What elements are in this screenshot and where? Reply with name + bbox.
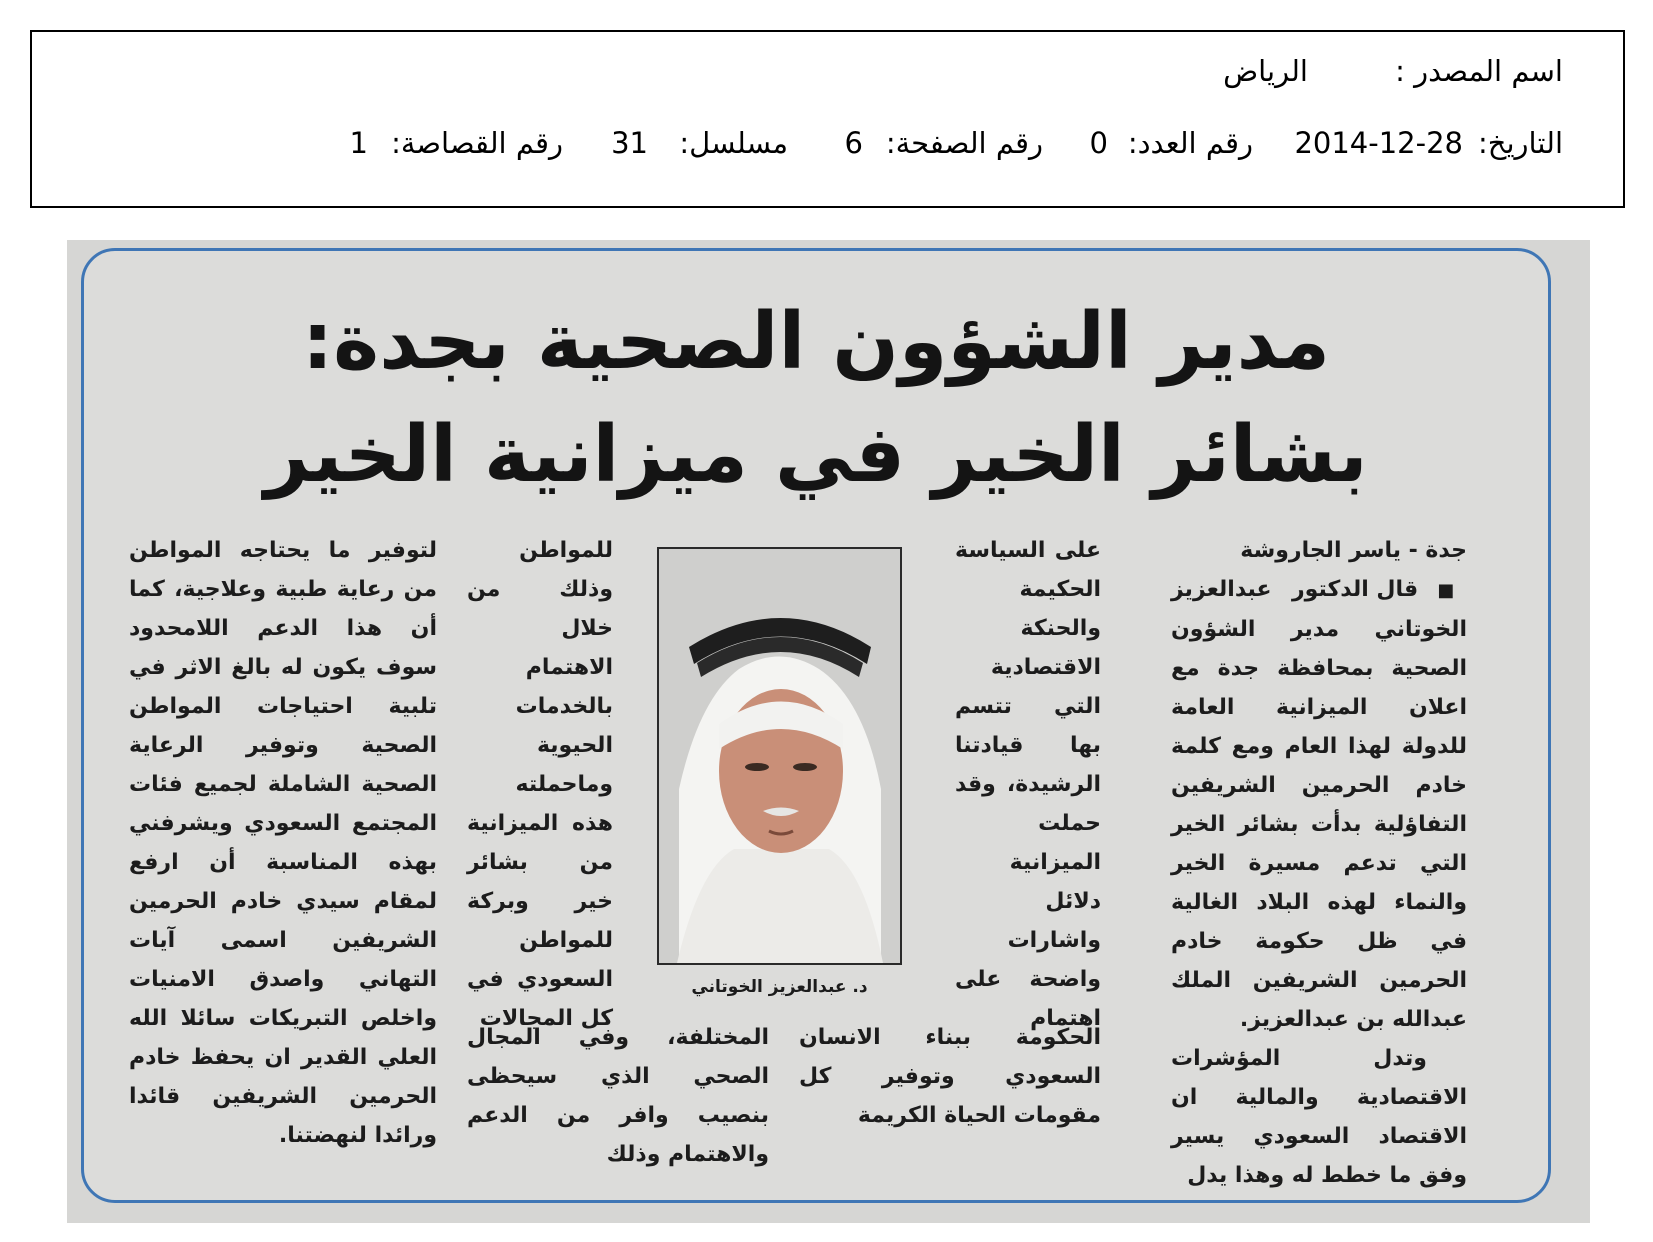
source-value: الرياض — [1223, 54, 1308, 88]
paragraph-bullet-icon: ■ — [1418, 580, 1467, 601]
headline-line-1: مدير الشؤون الصحية بجدة: — [301, 297, 1330, 387]
column-2-lower-paragraph: الحكومة ببناء الانسان السعودي وتوفير كل مقومات الحياة الكريمة — [799, 1025, 1101, 1128]
issue-value: 0 — [1089, 126, 1108, 160]
column-4-paragraph: لتوفير ما يحتاجه المواطن من رعاية طبية وعلاجية، كما أن هذا الدعم اللامحدود سوف يكون له بالغ الاثر في تلبية احتياجات المواطن الصحية وتوفير الرعاية الصحية الشاملة لجميع فئات المجتمع السعودي ويشرفني بهذه المناسبة أن ارفع لمقام سيدي خادم الحرمين الشريفين اسمى آيات التهاني واصدق الامنيات واخلص التبريكات سائلا الله العلي القدير ان يحفظ خادم الحرمين الشريفين قائدا ورائدا لنهضتنا. — [129, 538, 437, 1148]
article-column-3-lower — [467, 1018, 769, 1174]
issue-label: رقم العدد: — [1127, 126, 1253, 160]
article-frame — [81, 248, 1551, 1203]
serial-label: مسلسل: — [679, 126, 788, 160]
article-column-3 — [467, 531, 613, 1031]
details-row — [72, 126, 1563, 166]
column-1-paragraph-2: وتدل المؤشرات الاقتصادية والمالية ان الاقتصاد السعودي يسير وفق ما خطط له وهذا يدل — [1171, 1046, 1467, 1188]
article-column-4 — [129, 531, 437, 1153]
column-3-paragraph: للمواطن وذلك من خلال الاهتمام بالخدمات الحيوية وماحملته هذه الميزانية من بشائر خير وبركة للمواطن السعودي في كل المجالات — [467, 538, 613, 1031]
article-column-2 — [955, 531, 1101, 1031]
article-column-2-lower — [799, 1018, 1101, 1174]
source-label: اسم المصدر : — [1395, 54, 1563, 88]
clip-label: رقم القصاصة: — [391, 126, 563, 160]
headline-line-2: بشائر الخير في ميزانية الخير — [264, 410, 1368, 500]
serial-value: 31 — [611, 126, 648, 160]
page-value: 6 — [844, 126, 863, 160]
source-row — [72, 54, 1563, 94]
article-column-1 — [1171, 531, 1467, 1188]
column-2-paragraph: على السياسة الحكيمة والحنكة الاقتصادية التي تتسم بها قيادتنا الرشيدة، وقد حملت الميزانية دلائل واشارات واضحة على اهتمام — [955, 538, 1101, 1031]
photo-caption: د. عبدالعزيز الخوتاني — [691, 977, 868, 997]
column-3-lower-paragraph: المختلفة، وفي المجال الصحي الذي سيحظى بنصيب وافر من الدعم والاهتمام وذلك — [467, 1025, 769, 1167]
portrait-image — [659, 549, 900, 963]
column-1-paragraph-1: قال الدكتور عبدالعزيز الخوتاني مدير الشؤون الصحية بمحافظة جدة مع اعلان الميزانية العامة للدولة لهذا العام ومع كلمة خادم الحرمين الشريفين التفاؤلية بدأت بشائر الخير التي تدعم مسيرة الخير والنماء لهذه البلاد الغالية في ظل حكومة خادم الحرمين الشريفين الملك عبدالله بن عبدالعزيز. — [1171, 577, 1467, 1032]
portrait-photo — [657, 547, 902, 965]
newspaper-clipping-scan — [67, 240, 1590, 1223]
date-label: التاريخ: — [1477, 126, 1563, 160]
byline: جدة - ياسر الجاروشة — [1240, 538, 1467, 563]
clipping-metadata-box — [30, 30, 1625, 208]
clip-value: 1 — [349, 126, 368, 160]
page-label: رقم الصفحة: — [885, 126, 1043, 160]
date-value: 2014-12-28 — [1294, 126, 1463, 160]
